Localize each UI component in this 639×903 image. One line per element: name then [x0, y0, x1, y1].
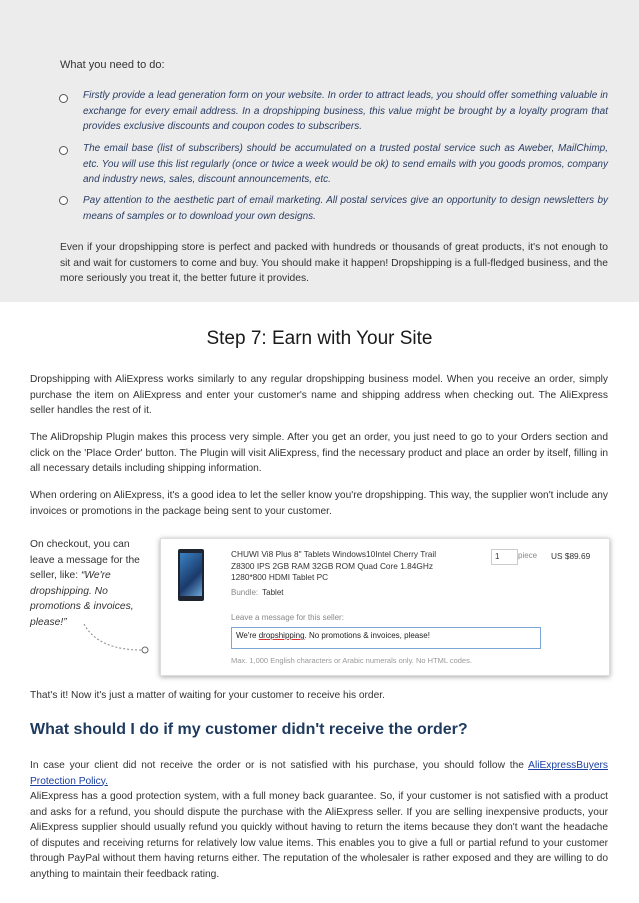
bullet-circle-icon: [59, 146, 68, 155]
bullet-circle-icon: [59, 196, 68, 205]
section-heading: What you need to do:: [60, 59, 165, 71]
tablet-thumbnail: [178, 549, 204, 601]
message-text: We're: [236, 631, 259, 640]
step-title: Step 7: Earn with Your Site: [206, 328, 433, 349]
bundle-value[interactable]: Tablet: [262, 588, 284, 597]
paragraph: The AliDropship Plugin makes this process very simple. After you get an order, you just need to go to your Orders section and click on the 'Place Order' button. The Plugin will visit AliExpress, find the necessary product and place an order by itself, filling in all necessary details including shipping information.: [30, 432, 608, 474]
bundle-row: [231, 588, 284, 597]
side-note: [30, 537, 142, 630]
message-text: . No promotions & invoices, please!: [304, 631, 430, 640]
faq-heading: What should I do if my customer didn't receive the order?: [30, 721, 468, 738]
paragraph: That's it! Now it's just a matter of waiting for your customer to receive his order.: [30, 690, 385, 701]
quantity-input[interactable]: 1: [491, 549, 518, 565]
paragraph: When ordering on AliExpress, it's a good idea to let the seller know you're dropshipping. This way, the supplier won't include any invoices or promotions in the package being sent to your customer.: [30, 490, 608, 517]
closing-paragraph: Even if your dropshipping store is perfect and packed with hundreds or thousands of great products, it's not enough to sit and wait for customers to come and buy. You should make it happen! Dropshipping is a full-fledged business, and the more seriously you treat it, the better future it provides.: [60, 242, 608, 284]
buyer-protection-link[interactable]: AliExpressBuyers Protection Policy.: [30, 760, 608, 787]
bullet-circle-icon: [59, 94, 68, 103]
bundle-label: Bundle:: [231, 588, 259, 597]
checkout-screenshot: [160, 538, 610, 676]
callout-connector-icon: [80, 620, 150, 656]
paragraph-text: In case your client did not receive the order or is not satisfied with his purchase, you should follow the: [30, 760, 529, 771]
paragraph: AliExpress has a good protection system, with a full money back guarantee. So, if your customer is not satisfied with a product and asks for a refund, you should dispute the purchase with the AliExpress seller. If you are selling inexpensive products, your AliExpress supplier should usually refund you quickly without having to return the items because they don't want the headache of disputes and receiving returns for relatively low value items. This enables you to give a full or partial refund to your customer through PayPal without them having returns either. The reputation of the wholesaler is rather exposed and they are willing to do anything to maintain their feedback rating.: [30, 791, 608, 880]
price: US $89.69: [551, 551, 591, 561]
paragraph: [30, 758, 608, 789]
unit-label: piece: [518, 551, 538, 560]
paragraph: Dropshipping with AliExpress works similarly to any regular dropshipping business model. When you receive an order, simply purchase the item on AliExpress and enter your customer's name and shipping address when checking out. The AliExpress seller handles the rest of it.: [30, 374, 608, 416]
side-note-text: On checkout, you can leave a message for the seller, like:: [30, 539, 140, 581]
message-hint: Max. 1,000 English characters or Arabic numerals only. No HTML codes.: [231, 656, 472, 665]
bullet-item: Firstly provide a lead generation form on your website. In order to attract leads, you should offer something valuable in exchange for every email address. In a dropshipping business, this value might be brought by a loyalty program that provides exclusive discounts and coupon codes to subscribers.: [83, 90, 608, 132]
message-text-underlined: dropshipping: [258, 631, 305, 640]
bullet-item: Pay attention to the aesthetic part of email marketing. All postal services give an opportunity to design newsletters by means of samples or to download your own designs.: [83, 195, 608, 222]
product-title: CHUWI Vi8 Plus 8" Tablets Windows10Intel Cherry Trail Z8300 IPS 2GB RAM 32GB ROM Quad Core 1.84GHz 1280*800 HDMI Tablet PC: [231, 549, 437, 582]
message-label: Leave a message for this seller:: [231, 613, 344, 622]
side-note-quote: “We're dropshipping. No promotions & invoices, please!”: [30, 570, 134, 628]
seller-message-field[interactable]: [231, 627, 541, 649]
bullet-item: The email base (list of subscribers) should be accumulated on a trusted postal service such as Aweber, MailChimp, etc. You will use this list regularly (once or twice a week would be ok) to send emails with you goods promos, company and industry news, sales, discount announcements, etc.: [83, 143, 608, 185]
